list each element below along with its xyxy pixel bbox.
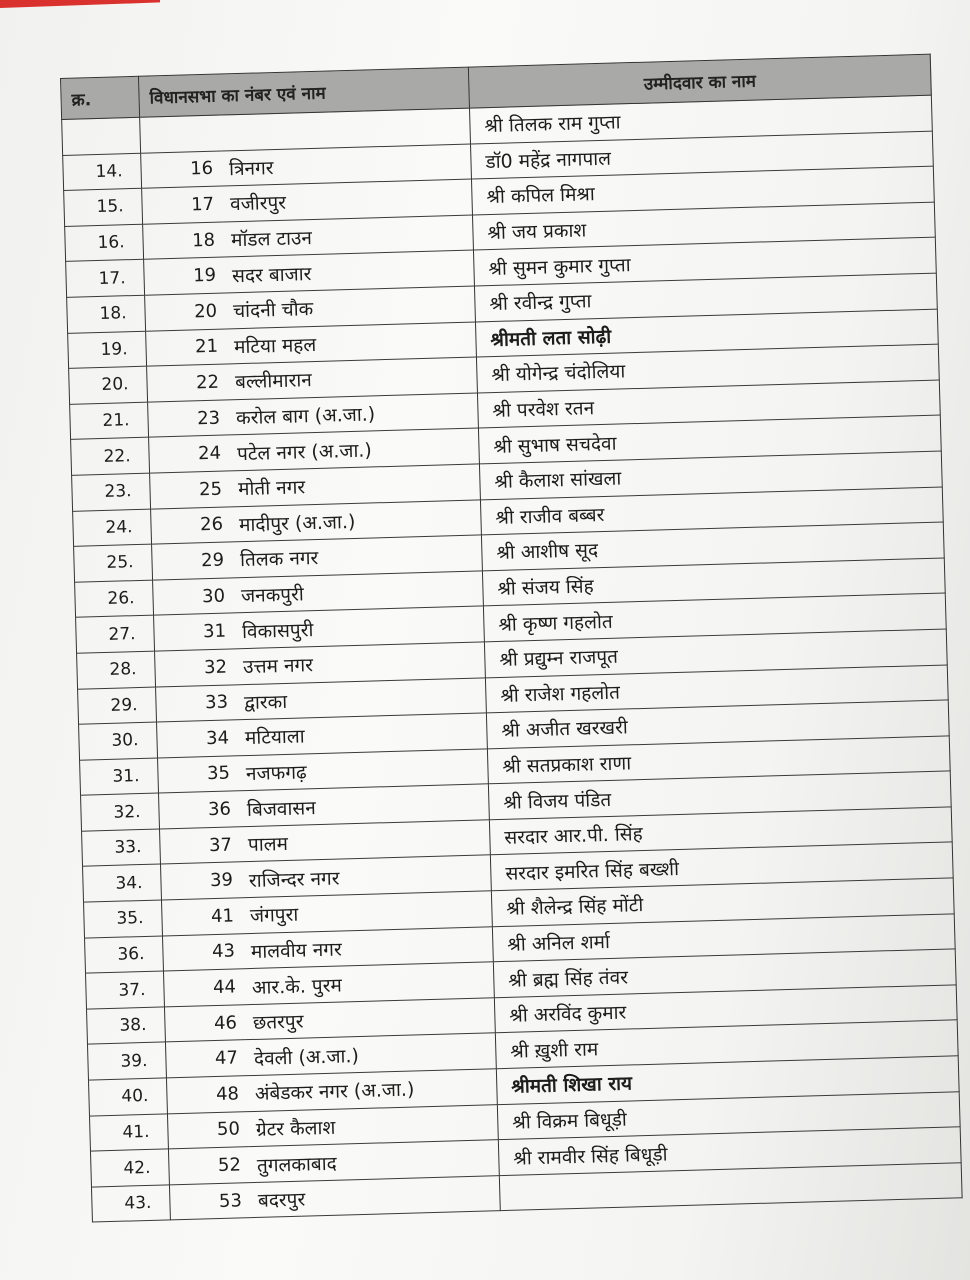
row-constituency-name: नजफगढ़	[237, 749, 488, 792]
row-sno: 43.	[91, 1185, 170, 1223]
row-candidate-name: श्री राजीव बब्बर	[480, 487, 943, 535]
row-constituency-number: 34	[157, 720, 238, 758]
row-constituency-name: देवली (अ.जा.)	[245, 1033, 496, 1076]
row-sno: 14.	[63, 153, 142, 191]
row-sno: 42.	[90, 1149, 169, 1187]
row-candidate-name: श्री संजय सिंह	[482, 558, 945, 606]
row-constituency-name: जंगपुरा	[241, 891, 492, 934]
row-sno: 37.	[86, 971, 165, 1009]
row-constituency-number: 35	[158, 755, 239, 793]
row-constituency-number: 18	[143, 222, 224, 260]
row-constituency-number: 47	[165, 1040, 246, 1078]
row-constituency-name: वजीरपुर	[222, 179, 473, 222]
row-candidate-name: श्री तिलक राम गुप्ता	[469, 95, 932, 143]
row-constituency-name: मॉडल टाउन	[223, 215, 474, 258]
row-constituency-name: जनकपुरी	[233, 571, 484, 614]
row-constituency-number: 17	[142, 186, 223, 224]
row-sno: 32.	[81, 793, 160, 831]
row-constituency-name: पालम	[239, 820, 490, 863]
row-constituency-number: 31	[154, 613, 235, 651]
row-candidate-name: श्री रामवीर सिंह बिधूड़ी	[498, 1127, 961, 1175]
header-constituency: विधानसभा का नंबर एवं नाम	[138, 67, 469, 117]
row-constituency-name: आर.के. पुरम	[243, 962, 494, 1005]
header-candidate: उम्मीदवार का नाम	[468, 54, 931, 108]
row-sno: 20.	[69, 366, 148, 404]
row-constituency-number: 23	[148, 400, 229, 438]
row-constituency-name: बिजवासन	[238, 784, 489, 827]
row-constituency-name: चांदनी चौक	[225, 286, 476, 329]
row-constituency-name: ग्रेटर कैलाश	[247, 1104, 498, 1147]
row-sno: 30.	[79, 722, 158, 760]
row-constituency-number: 46	[164, 1005, 245, 1043]
row-constituency-number: 25	[150, 471, 231, 509]
row-sno: 33.	[82, 829, 161, 867]
row-sno: 16.	[65, 224, 144, 262]
row-constituency-number	[140, 115, 221, 153]
row-sno: 15.	[64, 188, 143, 226]
row-candidate-name: श्री कपिल मिश्रा	[471, 166, 934, 214]
row-sno: 22.	[71, 438, 150, 476]
row-candidate-name: श्री परवेश रतन	[477, 380, 940, 428]
row-candidate-name: श्रीमती लता सोढ़ी	[475, 309, 938, 357]
row-constituency-number: 41	[161, 898, 242, 936]
row-constituency-number: 21	[146, 329, 227, 367]
row-sno: 17.	[66, 260, 145, 298]
row-candidate-name: श्री कैलाश सांखला	[479, 451, 942, 499]
row-sno: 27.	[76, 615, 155, 653]
candidate-table-wrapper	[60, 54, 962, 1223]
row-constituency-number: 29	[152, 542, 233, 580]
row-candidate-name: श्री सुमन कुमार गुप्ता	[473, 237, 936, 285]
row-sno: 18.	[67, 295, 146, 333]
row-constituency-number: 50	[167, 1111, 248, 1149]
row-constituency-name: उत्तम नगर	[235, 642, 486, 685]
row-sno: 23.	[72, 473, 151, 511]
row-sno: 31.	[80, 758, 159, 796]
row-candidate-name: श्री प्रद्युम्न राजपूत	[484, 629, 947, 677]
row-sno: 36.	[85, 936, 164, 974]
row-constituency-name: तुगलकाबाद	[248, 1140, 499, 1183]
row-candidate-name: श्री योगेन्द्र चंदोलिया	[476, 344, 939, 392]
row-candidate-name: श्री शैलेन्द्र सिंह मोंटी	[491, 878, 954, 926]
row-constituency-number: 44	[163, 969, 244, 1007]
row-constituency-name: बदरपुर	[249, 1175, 500, 1218]
row-candidate-name: श्री रवीन्द्र गुप्ता	[474, 273, 937, 321]
row-sno	[62, 117, 141, 155]
row-constituency-number: 52	[168, 1147, 249, 1185]
red-edge-strip	[0, 0, 160, 8]
row-sno: 21.	[70, 402, 149, 440]
table-body	[62, 95, 962, 1222]
row-constituency-name: मटियाला	[236, 713, 487, 756]
row-constituency-name: बल्लीमारान	[227, 357, 478, 400]
row-constituency-name: सदर बाजार	[224, 250, 475, 293]
row-constituency-name: त्रिनगर	[221, 144, 472, 187]
row-sno: 41.	[89, 1114, 168, 1152]
row-constituency-number: 30	[153, 578, 234, 616]
row-constituency-number: 43	[162, 933, 243, 971]
row-constituency-number: 33	[156, 684, 237, 722]
row-constituency-number: 39	[160, 862, 241, 900]
row-constituency-name: मादीपुर (अ.जा.)	[231, 499, 482, 542]
row-candidate-name: श्री राजेश गहलोत	[485, 664, 948, 712]
row-sno: 25.	[74, 544, 153, 582]
row-constituency-name: राजिन्दर नगर	[240, 855, 491, 898]
row-candidate-name: श्री जय प्रकाश	[472, 202, 935, 250]
row-sno: 28.	[77, 651, 156, 689]
row-candidate-name: श्री विक्रम बिधूड़ी	[497, 1091, 960, 1139]
row-sno: 38.	[87, 1007, 166, 1045]
row-sno: 34.	[83, 864, 162, 902]
row-candidate-name: श्री आशीष सूद	[481, 522, 944, 570]
candidate-table	[60, 54, 963, 1223]
row-candidate-name: श्री विजय पंडित	[488, 771, 951, 819]
row-constituency-number: 22	[147, 364, 228, 402]
row-constituency-name: मालवीय नगर	[242, 926, 493, 969]
row-candidate-name: श्री ब्रह्म सिंह तंवर	[493, 949, 956, 997]
row-sno: 35.	[84, 900, 163, 938]
row-constituency-number: 20	[145, 293, 226, 331]
row-sno: 24.	[73, 509, 152, 547]
row-constituency-name: विकासपुरी	[234, 606, 485, 649]
row-constituency-name: पटेल नगर (अ.जा.)	[229, 428, 480, 471]
row-constituency-number: 53	[169, 1182, 250, 1220]
row-constituency-number: 48	[166, 1076, 247, 1114]
row-candidate-name: श्रीमती शिखा राय	[496, 1056, 959, 1104]
row-constituency-name: तिलक नगर	[232, 535, 483, 578]
row-constituency-number: 36	[159, 791, 240, 829]
row-sno: 26.	[75, 580, 154, 618]
row-candidate-name: श्री अनिल शर्मा	[492, 914, 955, 962]
row-constituency-name: छतरपुर	[244, 998, 495, 1041]
row-candidate-name: डॉ0 महेंद्र नागपाल	[470, 131, 933, 179]
row-constituency-number: 24	[149, 435, 230, 473]
row-sno: 39.	[87, 1042, 166, 1080]
row-candidate-name: सरदार आर.पी. सिंह	[489, 807, 952, 855]
row-candidate-name: श्री अजीत खरखरी	[486, 700, 949, 748]
row-sno: 19.	[68, 331, 147, 369]
row-sno: 29.	[78, 687, 157, 725]
row-constituency-number: 37	[160, 827, 241, 865]
row-constituency-name: करोल बाग (अ.जा.)	[228, 393, 479, 436]
row-constituency-name: मोती नगर	[230, 464, 481, 507]
header-sno: क्र.	[61, 76, 140, 119]
row-candidate-name: श्री अरविंद कुमार	[494, 985, 957, 1033]
row-constituency-number: 19	[144, 257, 225, 295]
row-candidate-name: श्री ख़ुशी राम	[495, 1020, 958, 1068]
row-candidate-name: श्री कृष्ण गहलोत	[483, 593, 946, 641]
row-constituency-name: अंबेडकर नगर (अ.जा.)	[246, 1069, 497, 1112]
row-constituency-name: मटिया महल	[226, 322, 477, 365]
row-constituency-number: 16	[141, 151, 222, 189]
row-constituency-name: द्वारका	[235, 677, 486, 720]
row-constituency-number: 26	[151, 506, 232, 544]
row-sno: 40.	[88, 1078, 167, 1116]
row-candidate-name: श्री सतप्रकाश राणा	[487, 736, 950, 784]
row-candidate-name: सरदार इमरित सिंह बख्शी	[490, 842, 953, 890]
row-candidate-name: श्री सुभाष सचदेवा	[478, 415, 941, 463]
row-constituency-number: 32	[155, 649, 236, 687]
